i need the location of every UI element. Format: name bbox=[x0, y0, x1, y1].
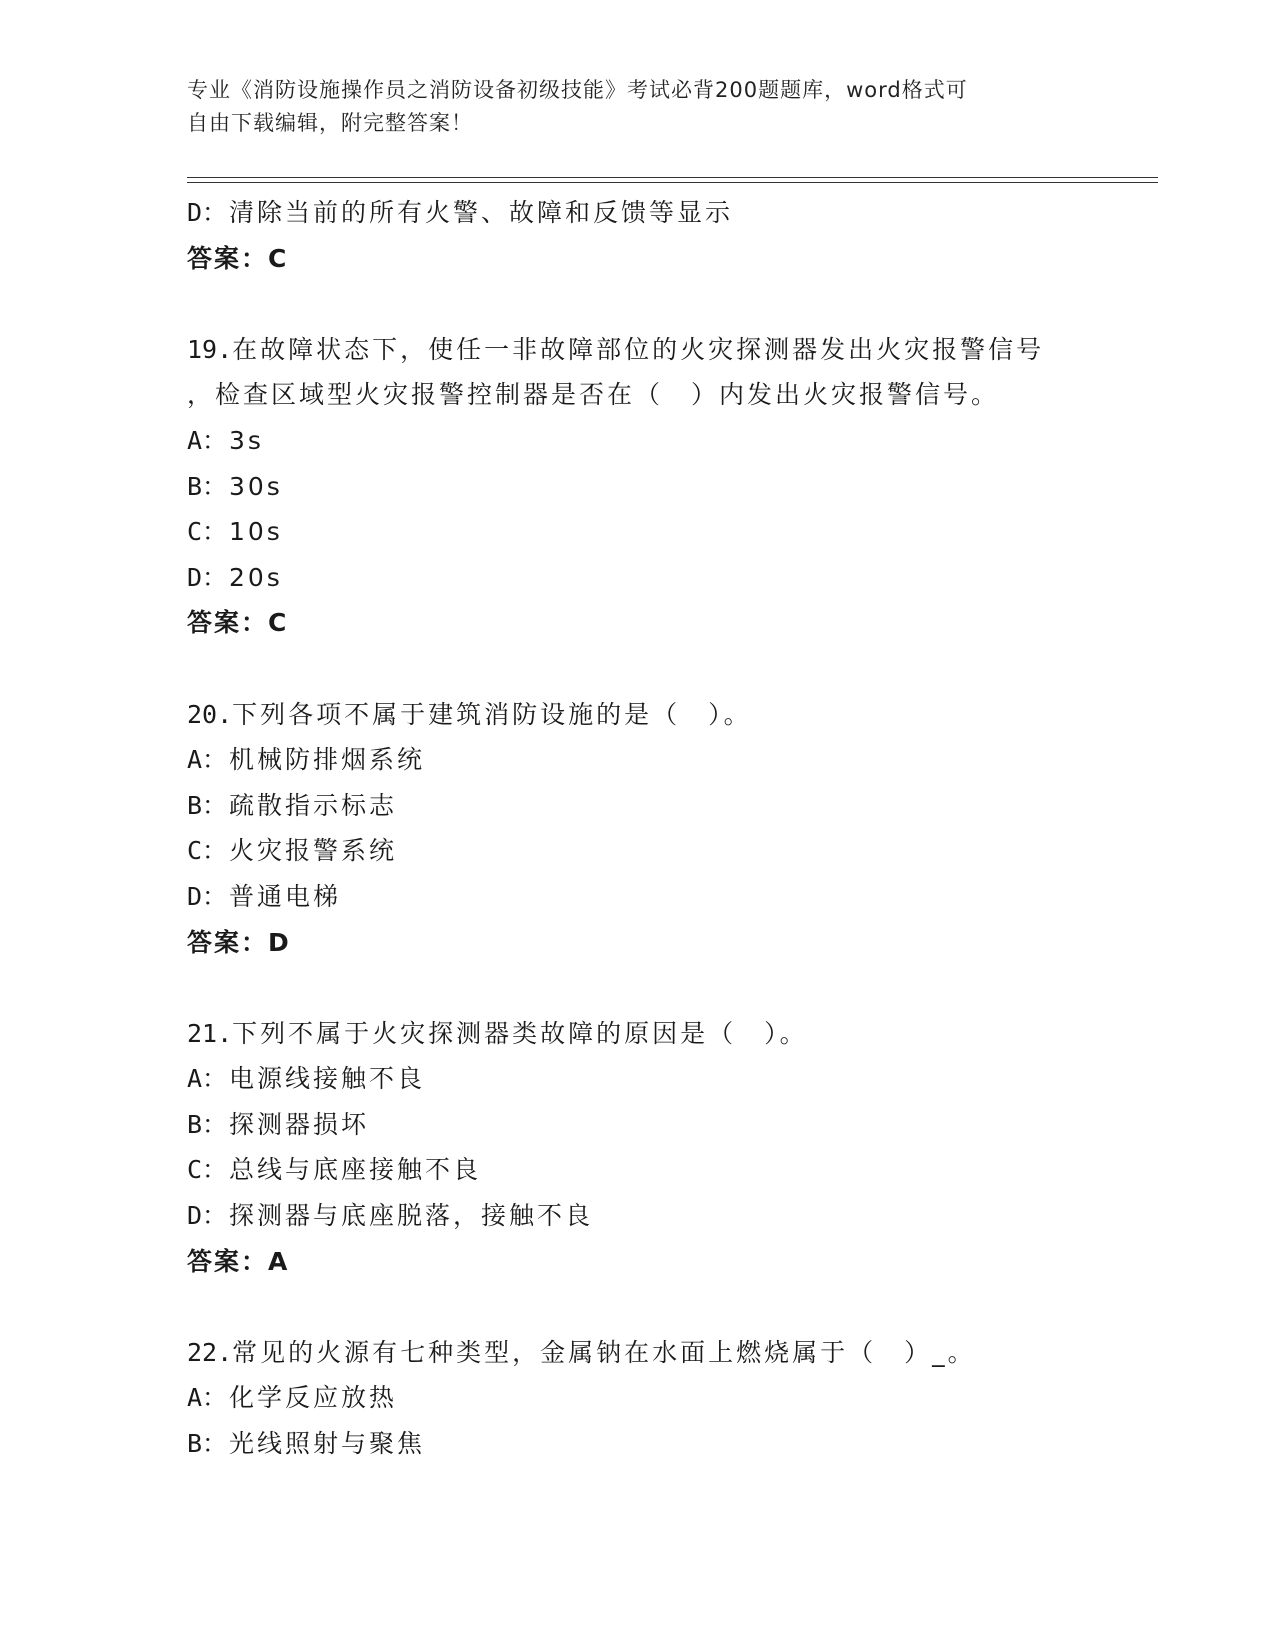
option-letter: A： bbox=[187, 745, 228, 775]
spacer bbox=[187, 281, 1107, 327]
header-divider-bottom bbox=[187, 182, 1158, 183]
question-20-option-c bbox=[187, 828, 1107, 874]
spacer bbox=[187, 1284, 1107, 1330]
option-letter: C： bbox=[187, 517, 228, 547]
question-number: 19. bbox=[187, 334, 233, 364]
option-text: 探测器与底座脱落，接触不良 bbox=[229, 1201, 594, 1231]
question-20-option-d bbox=[187, 874, 1107, 920]
question-19-stem-line-1 bbox=[187, 327, 1107, 373]
option-letter: B： bbox=[187, 790, 228, 820]
option-letter: B： bbox=[187, 471, 228, 501]
option-text: 清除当前的所有火警、故障和反馈等显示 bbox=[229, 198, 734, 227]
question-21-option-c bbox=[187, 1147, 1107, 1193]
option-text: 总线与底座接触不良 bbox=[229, 1155, 482, 1185]
option-text: 疏散指示标志 bbox=[229, 790, 398, 820]
option-text: 电源线接触不良 bbox=[229, 1064, 426, 1094]
spacer bbox=[187, 646, 1107, 692]
question-text: 下列各项不属于建筑消防设施的是（ ）。 bbox=[232, 699, 752, 729]
option-letter: B： bbox=[187, 1109, 228, 1139]
question-19-stem-line-2: ，检查区域型火灾报警控制器是否在（ ）内发出火灾报警信号。 bbox=[187, 380, 1000, 410]
option-text: 10s bbox=[229, 517, 283, 547]
option-text: 普通电梯 bbox=[229, 881, 342, 911]
question-19-option-b bbox=[187, 464, 1107, 510]
option-text: 20s bbox=[229, 562, 283, 592]
option-letter: D： bbox=[187, 881, 228, 911]
header-title-line-1: 专业《消防设施操作员之消防设备初级技能》考试必背200题题库，word格式可 bbox=[187, 78, 968, 102]
option-letter: A： bbox=[187, 425, 228, 455]
question-20-option-b bbox=[187, 783, 1107, 829]
question-21-option-a bbox=[187, 1056, 1107, 1102]
question-22-stem bbox=[187, 1330, 1107, 1376]
question-number: 21. bbox=[187, 1018, 233, 1048]
header-title-line-2: 自由下载编辑，附完整答案！ bbox=[187, 111, 473, 135]
option-text: 机械防排烟系统 bbox=[229, 745, 426, 775]
option-text: 化学反应放热 bbox=[229, 1383, 398, 1413]
question-21-option-b bbox=[187, 1102, 1107, 1148]
prev-option-d bbox=[187, 190, 1107, 236]
header-divider-top bbox=[187, 177, 1158, 178]
question-text: 下列不属于火灾探测器类故障的原因是（ ）。 bbox=[232, 1018, 808, 1048]
option-letter: C： bbox=[187, 836, 228, 866]
question-20-stem bbox=[187, 692, 1107, 738]
question-19-option-d bbox=[187, 555, 1107, 601]
option-letter: A： bbox=[187, 1064, 228, 1094]
option-letter: D： bbox=[187, 562, 228, 592]
option-letter: B： bbox=[187, 1429, 228, 1459]
option-text: 光线照射与聚焦 bbox=[229, 1429, 426, 1459]
question-list bbox=[187, 190, 1107, 1467]
question-19-answer: 答案：C bbox=[187, 608, 289, 638]
question-21-stem bbox=[187, 1011, 1107, 1057]
option-letter: D： bbox=[187, 1201, 228, 1231]
question-21-option-d bbox=[187, 1193, 1107, 1239]
question-22-option-b bbox=[187, 1421, 1107, 1467]
spacer bbox=[187, 965, 1107, 1011]
question-19-option-a bbox=[187, 418, 1107, 464]
option-letter: A： bbox=[187, 1383, 228, 1413]
question-number: 22. bbox=[187, 1337, 233, 1367]
question-22-option-a bbox=[187, 1375, 1107, 1421]
question-text: 常见的火源有七种类型，金属钠在水面上燃烧属于（ ）_。 bbox=[232, 1337, 976, 1367]
option-text: 探测器损坏 bbox=[229, 1109, 370, 1139]
option-letter: D： bbox=[187, 198, 228, 227]
option-letter: C： bbox=[187, 1155, 228, 1185]
prev-answer: 答案：C bbox=[187, 243, 289, 273]
option-text: 30s bbox=[229, 471, 283, 501]
question-21-answer: 答案：A bbox=[187, 1246, 290, 1276]
question-text: 在故障状态下，使任一非故障部位的火灾探测器发出火灾报警信号 bbox=[232, 334, 1045, 364]
question-19-option-c bbox=[187, 509, 1107, 555]
question-20-answer: 答案：D bbox=[187, 927, 291, 957]
option-text: 3s bbox=[229, 425, 264, 455]
option-text: 火灾报警系统 bbox=[229, 836, 398, 866]
document-header bbox=[187, 74, 1067, 140]
question-number: 20. bbox=[187, 699, 233, 729]
question-20-option-a bbox=[187, 737, 1107, 783]
